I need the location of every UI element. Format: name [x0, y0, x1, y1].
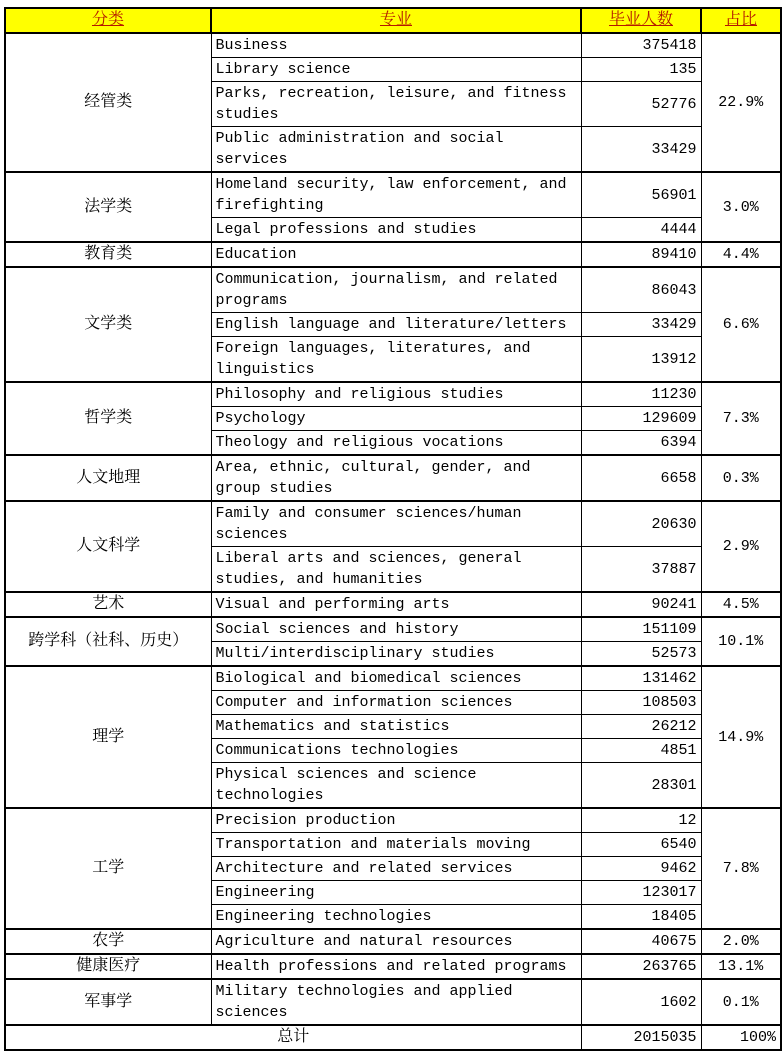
percent-cell: 14.9% [701, 666, 781, 808]
table-row [5, 501, 781, 547]
major-cell: Liberal arts and sciences, general studies, and humanities [211, 547, 581, 593]
graduates-count-cell: 86043 [581, 267, 701, 313]
category-cell: 人文科学 [5, 501, 211, 592]
major-cell: Engineering technologies [211, 905, 581, 930]
graduates-count-cell: 56901 [581, 172, 701, 218]
header-share: 占比 [701, 8, 781, 33]
header-graduates: 毕业人数 [581, 8, 701, 33]
total-label: 总计 [5, 1025, 581, 1050]
table-row [5, 172, 781, 218]
major-cell: Precision production [211, 808, 581, 833]
category-cell: 法学类 [5, 172, 211, 242]
header-category: 分类 [5, 8, 211, 33]
major-cell: Architecture and related services [211, 857, 581, 881]
percent-cell: 2.0% [701, 929, 781, 954]
graduates-count-cell: 33429 [581, 127, 701, 173]
major-cell: Business [211, 33, 581, 58]
graduates-count-cell: 18405 [581, 905, 701, 930]
graduates-count-cell: 37887 [581, 547, 701, 593]
major-cell: Theology and religious vocations [211, 431, 581, 456]
category-cell: 工学 [5, 808, 211, 929]
percent-cell: 10.1% [701, 617, 781, 666]
percent-cell: 6.6% [701, 267, 781, 382]
graduates-count-cell: 375418 [581, 33, 701, 58]
graduates-count-cell: 13912 [581, 337, 701, 383]
graduates-count-cell: 151109 [581, 617, 701, 642]
major-cell: Area, ethnic, cultural, gender, and group studies [211, 455, 581, 501]
category-cell: 理学 [5, 666, 211, 808]
percent-cell: 4.4% [701, 242, 781, 267]
table-row [5, 979, 781, 1025]
table-row [5, 954, 781, 979]
header-major: 专业 [211, 8, 581, 33]
table-row [5, 267, 781, 313]
major-cell: Transportation and materials moving [211, 833, 581, 857]
major-cell: Public administration and social services [211, 127, 581, 173]
graduates-count-cell: 1602 [581, 979, 701, 1025]
graduates-count-cell: 9462 [581, 857, 701, 881]
category-cell: 农学 [5, 929, 211, 954]
graduates-count-cell: 131462 [581, 666, 701, 691]
graduates-count-cell: 26212 [581, 715, 701, 739]
major-cell: Homeland security, law enforcement, and firefighting [211, 172, 581, 218]
major-cell: Computer and information sciences [211, 691, 581, 715]
major-cell: Communication, journalism, and related programs [211, 267, 581, 313]
category-cell: 教育类 [5, 242, 211, 267]
header-row [5, 8, 781, 33]
graduates-count-cell: 123017 [581, 881, 701, 905]
graduates-count-cell: 4851 [581, 739, 701, 763]
category-cell: 经管类 [5, 33, 211, 172]
category-cell: 健康医疗 [5, 954, 211, 979]
category-cell: 哲学类 [5, 382, 211, 455]
graduates-count-cell: 11230 [581, 382, 701, 407]
major-cell: Communications technologies [211, 739, 581, 763]
percent-cell: 22.9% [701, 33, 781, 172]
percent-cell: 7.8% [701, 808, 781, 929]
major-cell: Library science [211, 58, 581, 82]
major-cell: Philosophy and religious studies [211, 382, 581, 407]
category-cell: 人文地理 [5, 455, 211, 501]
graduates-count-cell: 40675 [581, 929, 701, 954]
percent-cell: 13.1% [701, 954, 781, 979]
table-row [5, 382, 781, 407]
graduates-count-cell: 135 [581, 58, 701, 82]
graduates-table [4, 7, 782, 1051]
table-body [5, 33, 781, 1025]
total-count: 2015035 [581, 1025, 701, 1050]
category-cell: 艺术 [5, 592, 211, 617]
graduates-count-cell: 4444 [581, 218, 701, 243]
graduates-count-cell: 33429 [581, 313, 701, 337]
graduates-count-cell: 6394 [581, 431, 701, 456]
category-cell: 文学类 [5, 267, 211, 382]
table-row [5, 808, 781, 833]
major-cell: Health professions and related programs [211, 954, 581, 979]
graduates-count-cell: 263765 [581, 954, 701, 979]
major-cell: Agriculture and natural resources [211, 929, 581, 954]
major-cell: Foreign languages, literatures, and linguistics [211, 337, 581, 383]
graduates-count-cell: 129609 [581, 407, 701, 431]
percent-cell: 2.9% [701, 501, 781, 592]
table-row [5, 242, 781, 267]
table-row [5, 666, 781, 691]
graduates-count-cell: 108503 [581, 691, 701, 715]
major-cell: Family and consumer sciences/human sciences [211, 501, 581, 547]
graduates-count-cell: 6540 [581, 833, 701, 857]
major-cell: Visual and performing arts [211, 592, 581, 617]
graduates-count-cell: 20630 [581, 501, 701, 547]
major-cell: Mathematics and statistics [211, 715, 581, 739]
graduates-count-cell: 28301 [581, 763, 701, 809]
total-row [5, 1025, 781, 1050]
percent-cell: 7.3% [701, 382, 781, 455]
graduates-count-cell: 12 [581, 808, 701, 833]
category-cell: 跨学科（社科、历史） [5, 617, 211, 666]
graduates-count-cell: 90241 [581, 592, 701, 617]
major-cell: Legal professions and studies [211, 218, 581, 243]
major-cell: Biological and biomedical sciences [211, 666, 581, 691]
table-row [5, 617, 781, 642]
table-row [5, 929, 781, 954]
total-percent: 100% [701, 1025, 781, 1050]
percent-cell: 0.1% [701, 979, 781, 1025]
major-cell: Psychology [211, 407, 581, 431]
graduates-count-cell: 52573 [581, 642, 701, 667]
major-cell: Education [211, 242, 581, 267]
table-row [5, 455, 781, 501]
table-row [5, 592, 781, 617]
graduates-count-cell: 52776 [581, 82, 701, 127]
major-cell: Social sciences and history [211, 617, 581, 642]
percent-cell: 3.0% [701, 172, 781, 242]
major-cell: English language and literature/letters [211, 313, 581, 337]
category-cell: 军事学 [5, 979, 211, 1025]
graduates-count-cell: 89410 [581, 242, 701, 267]
graduates-count-cell: 6658 [581, 455, 701, 501]
percent-cell: 0.3% [701, 455, 781, 501]
major-cell: Engineering [211, 881, 581, 905]
percent-cell: 4.5% [701, 592, 781, 617]
major-cell: Multi/interdisciplinary studies [211, 642, 581, 667]
major-cell: Physical sciences and science technologies [211, 763, 581, 809]
major-cell: Parks, recreation, leisure, and fitness studies [211, 82, 581, 127]
major-cell: Military technologies and applied sciences [211, 979, 581, 1025]
table-row [5, 33, 781, 58]
